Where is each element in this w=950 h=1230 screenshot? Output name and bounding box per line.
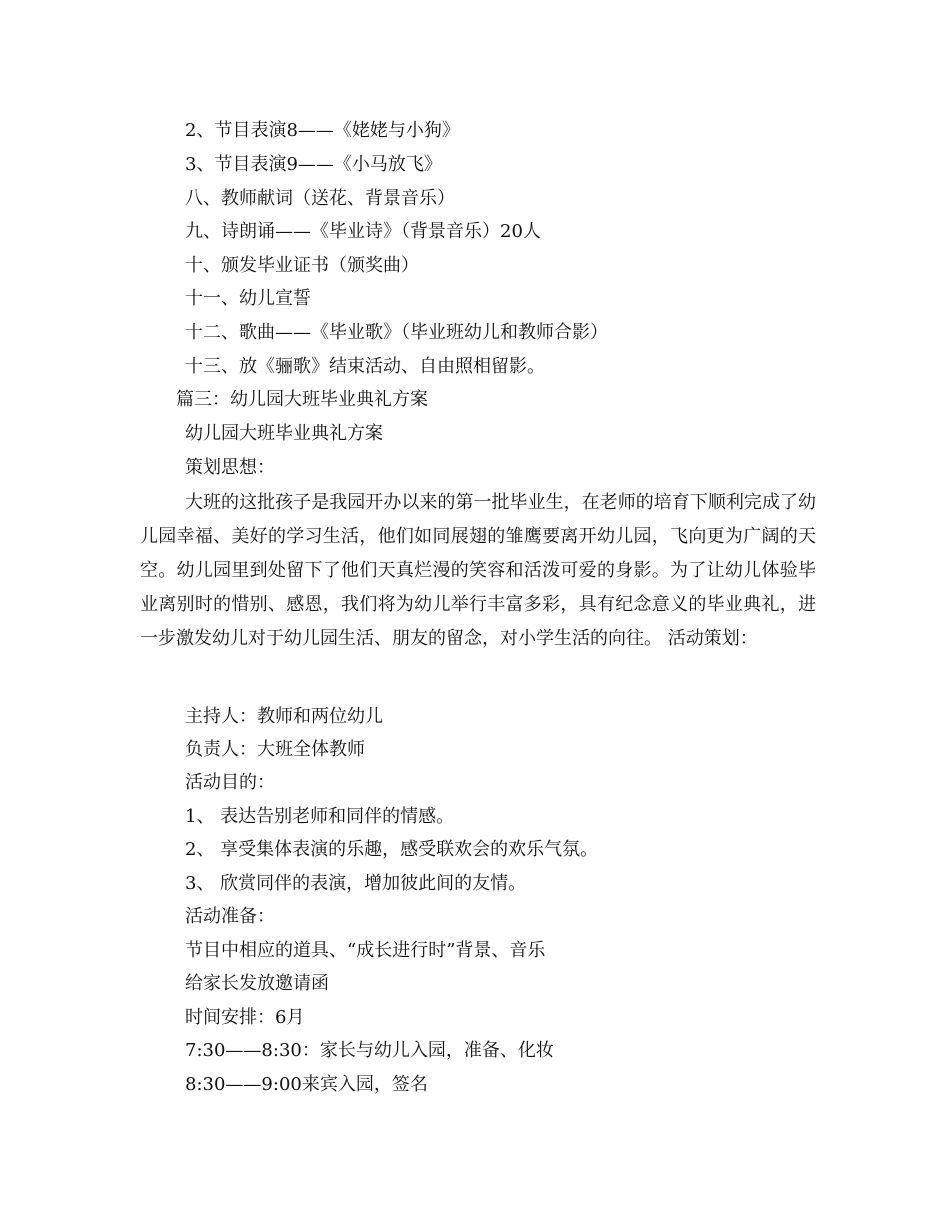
goals-label: 活动目的： [185,772,275,793]
program-item-8: 八、教师献词（送花、背景音乐） [185,188,455,209]
goal-item-2: 2、 享受集体表演的乐趣，感受联欢会的欢乐气氛。 [185,839,599,860]
program-item-11: 十一、幼儿宣誓 [185,288,311,309]
schedule-label: 时间安排：6月 [185,1007,305,1028]
program-item-9: 九、诗朗诵——《毕业诗》（背景音乐）20人 [185,221,541,242]
host-line: 主持人：教师和两位幼儿 [185,706,383,727]
prep-item-1: 节目中相应的道具、“成长进行时”背景、音乐 [185,940,546,961]
prep-item-2: 给家长发放邀请函 [185,973,329,994]
schedule-item-2: 8:30——9:00来宾入园，签名 [185,1074,428,1095]
program-item-13: 十三、放《骊歌》结束活动、自由照相留影。 [185,356,545,377]
planning-label: 策划思想： [185,457,275,478]
goal-item-1: 1、 表达告别老师和同伴的情感。 [185,806,455,827]
planning-paragraph: 大班的这批孩子是我园开办以来的第一批毕业生，在老师的培育下顺利完成了幼儿园幸福、美好的学习生活，他们如同展翅的雏鹰要离开幼儿园，飞向更为广阔的天空。幼儿园里到处留下了他们天真烂漫的笑容和活泼可爱的身影。为了让幼儿体验毕业离别时的惜别、感恩，我们将为幼儿举行丰富多彩，具有纪念意义的毕业典礼，进一步激发幼儿对于幼儿园生活、朋友的留念，对小学生活的向往。 活动策划： [140,492,816,649]
program-item-12: 十二、歌曲——《毕业歌》（毕业班幼儿和教师合影） [185,322,608,343]
program-item-2: 2、节目表演8——《姥姥与小狗》 [185,120,460,141]
doc-title: 幼儿园大班毕业典礼方案 [185,423,383,444]
schedule-item-1: 7:30——8:30：家长与幼儿入园，准备、化妆 [185,1040,554,1061]
program-item-10: 十、颁发毕业证书（颁奖曲） [185,255,419,276]
section-heading: 篇三：幼儿园大班毕业典礼方案 [176,389,428,410]
responsible-line: 负责人：大班全体教师 [185,739,365,760]
prep-label: 活动准备： [185,906,275,927]
program-item-3: 3、节目表演9——《小马放飞》 [185,154,442,175]
goal-item-3: 3、 欣赏同伴的表演，增加彼此间的友情。 [185,873,527,894]
